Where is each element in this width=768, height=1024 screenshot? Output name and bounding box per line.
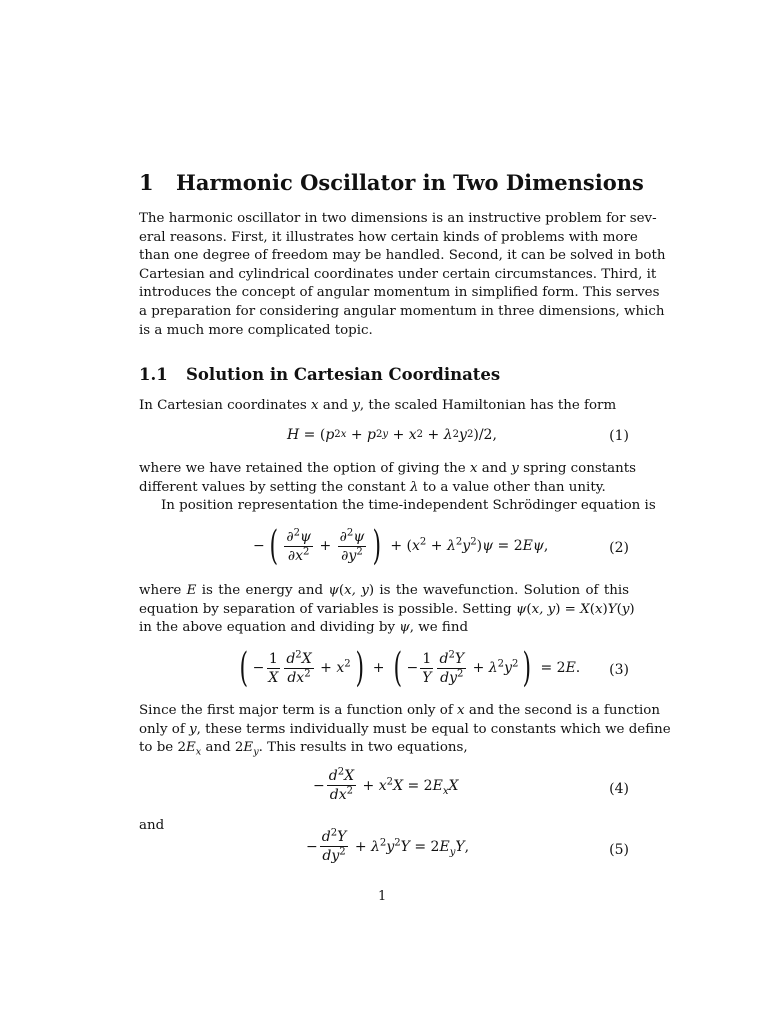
text-line: different values by setting the constant λ to a value other than unity.: [139, 479, 606, 495]
text-line: where we have retained the option of giving the x and y spring constants: [139, 461, 636, 476]
text-line: The harmonic oscillator in two dimensions is an instructive problem for sev-: [139, 211, 657, 226]
text-line: in the above equation and dividing by ψ, we find: [139, 620, 469, 636]
equation-1: H = ( p 2 x + p 2 y + x 2 + λ 2 y 2 )/2, (1): [287, 427, 629, 444]
subsection-number: 1.1: [139, 365, 168, 384]
section-number: 1: [139, 170, 154, 195]
equation-3: ( − $\frac{1}{X}$ $\frac{d^2X}{dx^2}$ + $x^2$ ) + ( − $\frac{1}{Y}$ $\frac{d^2Y}{dy^2}$ + $\lambda^2y^2$ ) = 2E. (3): [239, 645, 629, 691]
text-line: Cartesian and cylindrical coordinates under certain circumstances. Third, it: [139, 266, 657, 282]
text-line: than one degree of freedom may be handled. Second, it can be solved in both: [139, 248, 666, 264]
page-number: 1: [378, 889, 387, 904]
text-line: only of y, these terms individually must be equal to constants which we define: [139, 721, 671, 737]
text-line: eral reasons. First, it illustrates how certain kinds of problems with more: [139, 229, 638, 245]
text-line: Since the first major term is a function only of x and the second is a function: [139, 703, 660, 718]
text-line: is a much more complicated topic.: [139, 322, 373, 338]
text-line: where E is the energy and ψ(x, y) is the wavefunction. Solution of this: [139, 583, 629, 598]
equation-number: (4): [609, 781, 629, 797]
equation-number: (1): [609, 428, 629, 444]
subsection-title: Solution in Cartesian Coordinates: [186, 365, 501, 384]
subsection-heading: [139, 365, 500, 384]
equation-4: − $\frac{d^2X}{dx^2}$ + $x^2X = 2E_xX$ (4): [313, 766, 629, 803]
text-line: introduces the concept of angular momentum in simplified form. This serves: [139, 285, 660, 301]
text-line: a preparation for considering angular momentum in three dimensions, which: [139, 303, 665, 319]
text-line: In Cartesian coordinates x and y, the scaled Hamiltonian has the form: [139, 398, 617, 413]
text-line: to be $2E_x$ and $2E_y$. This results in two equations,: [139, 740, 468, 758]
equation-5: − $\frac{d^2Y}{dy^2}$ + $\lambda^2y^2Y = 2E_yY$, (5): [306, 827, 629, 864]
text-line: and: [139, 818, 165, 833]
text-line: equation by separation of variables is possible. Setting ψ(x, y) = X(x)Y(y): [139, 601, 635, 617]
paragraph: [139, 397, 629, 416]
paragraph: [139, 702, 671, 758]
equation-2: − ( $\frac{\partial^2\psi}{\partial x^2}$ + $\frac{\partial^2\psi}{\partial y^2}$ ) + $(x^2 + \lambda^2y^2)\psi = 2E\psi$, (2): [253, 523, 629, 569]
equation-number: (5): [609, 842, 629, 858]
section-heading: [139, 170, 644, 195]
paragraph: [139, 582, 635, 638]
equation-number: (2): [609, 540, 629, 556]
paragraph: [139, 460, 656, 516]
intro-paragraph: [139, 210, 666, 340]
equation-number: (3): [609, 662, 629, 678]
section-title: Harmonic Oscillator in Two Dimensions: [176, 170, 644, 195]
text-line: In position representation the time-independent Schrödinger equation is: [161, 498, 656, 514]
